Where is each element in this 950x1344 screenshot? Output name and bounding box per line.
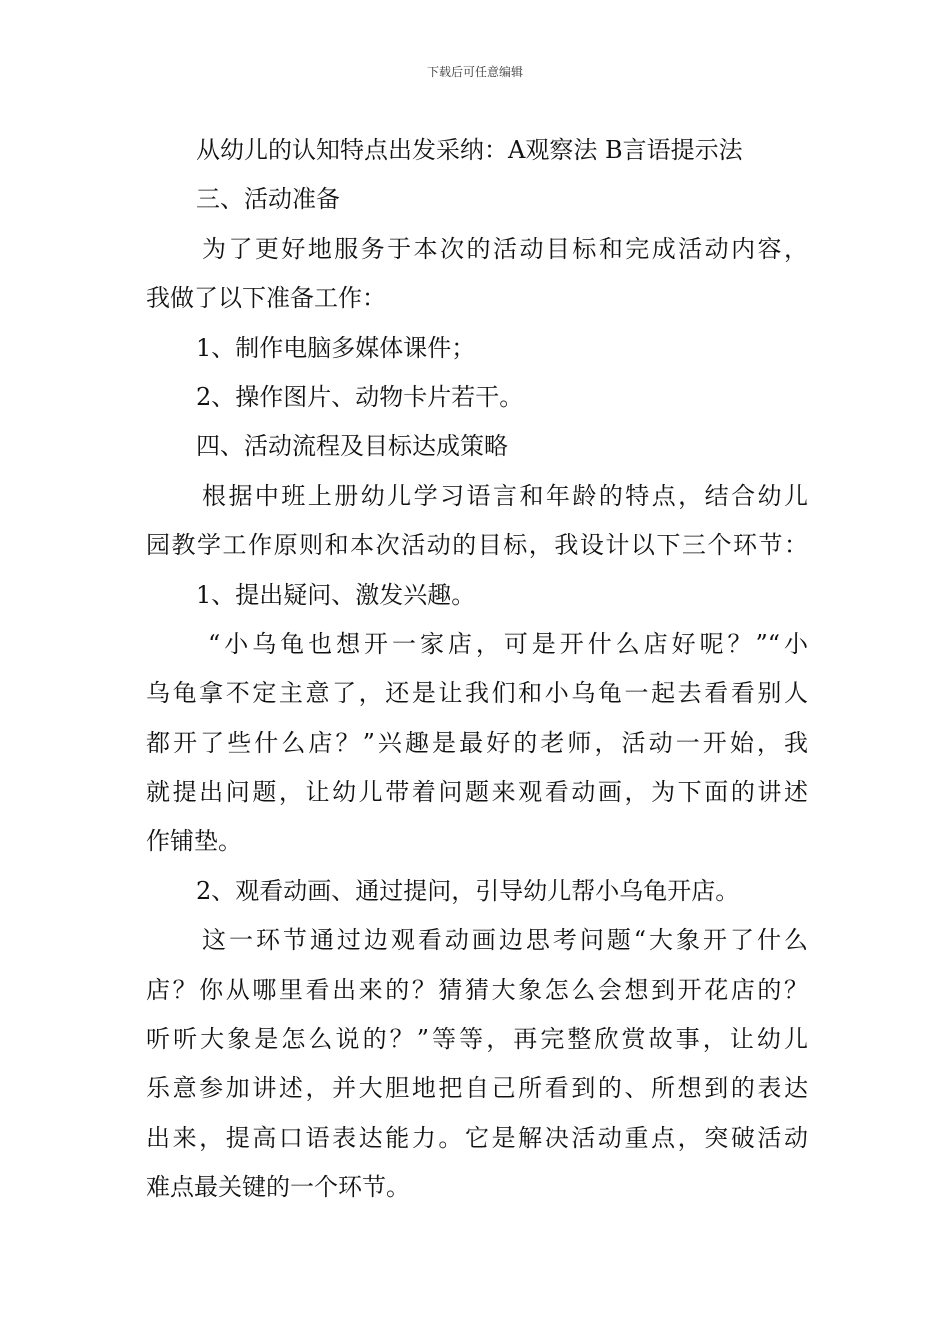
text-line: 园教学工作原则和本次活动的目标，我设计以下三个环节： [146, 531, 808, 560]
text-line: 根据中班上册幼儿学习语言和年龄的特点，结合幼儿 [202, 481, 808, 510]
list-item: 1、制作电脑多媒体课件； [196, 333, 476, 362]
text-line: 乌龟拿不定主意了，还是让我们和小乌龟一起去看看别人 [146, 679, 808, 708]
text-line: 听听大象是怎么说的？”等等，再完整欣赏故事，让幼儿 [146, 1025, 808, 1054]
text-line: 从幼儿的认知特点出发采纳：A观察法 B言语提示法 [196, 136, 743, 164]
list-item: 1、提出疑问、激发兴趣。 [196, 580, 476, 609]
list-item: 2、观看动画、通过提问，引导幼儿帮小乌龟开店。 [196, 876, 740, 905]
text-line: 难点最关键的一个环节。 [146, 1173, 410, 1202]
text-line: 为了更好地服务于本次的活动目标和完成活动内容， [202, 234, 808, 263]
text-line: 店？你从哪里看出来的？猜猜大象怎么会想到开花店的？ [146, 975, 808, 1004]
text-line: 乐意参加讲述，并大胆地把自己所看到的、所想到的表达 [146, 1074, 808, 1103]
text-line: 我做了以下准备工作： [146, 284, 386, 313]
section-heading: 三、活动准备 [196, 185, 340, 214]
section-heading: 四、活动流程及目标达成策略 [196, 432, 508, 461]
text-line: 出来，提高口语表达能力。它是解决活动重点，突破活动 [146, 1123, 808, 1152]
text-line: 就提出问题，让幼儿带着问题来观看动画，为下面的讲述 [146, 778, 808, 807]
text-line: 都开了些什么店？”兴趣是最好的老师，活动一开始，我 [146, 728, 808, 757]
text-line: “小乌龟也想开一家店，可是开什么店好呢？”“小 [208, 629, 808, 658]
text-line: 这一环节通过边观看动画边思考问题“大象开了什么 [202, 926, 808, 955]
document-body [146, 126, 808, 1213]
list-item: 2、操作图片、动物卡片若干。 [196, 382, 524, 411]
text-line: 作铺垫。 [146, 827, 242, 856]
page-header: 下载后可任意编辑 [426, 65, 523, 79]
